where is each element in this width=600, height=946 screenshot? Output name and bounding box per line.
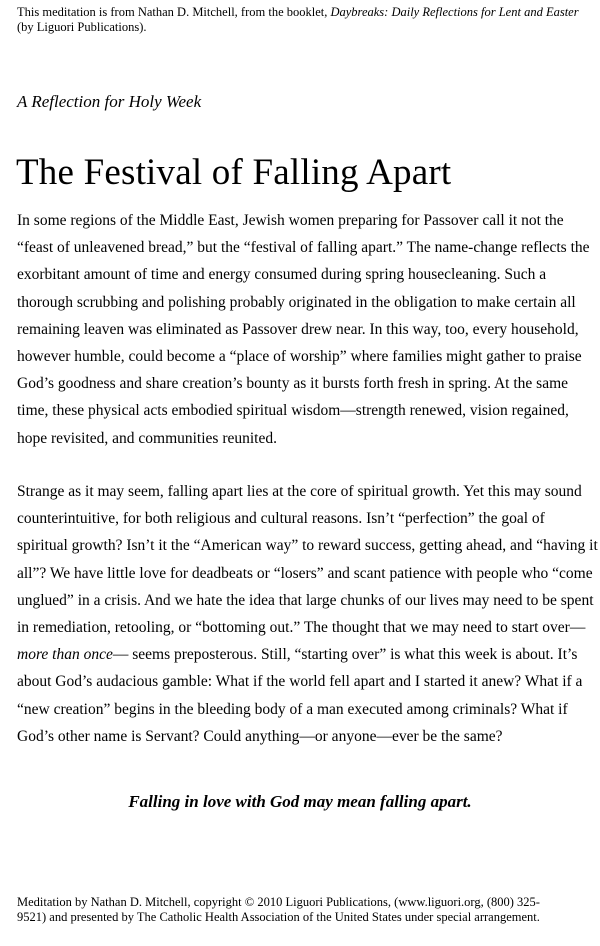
paragraph-2 — [17, 478, 598, 750]
paragraph-line: however humble, could become a “place of worship” where families might gather to praise — [17, 348, 582, 366]
paragraph-line: remaining leaven was eliminated as Passover drew near. In this way, too, every household, — [17, 320, 579, 338]
booklet-title: Daybreaks: Daily Reflections for Lent and Easter — [330, 5, 579, 19]
paragraph-line: spiritual growth? Isn’t it the “American way” to reward success, getting ahead, and “having it — [17, 537, 598, 555]
source-note — [17, 5, 583, 35]
footer-line-2: 9521) and presented by The Catholic Health Association of the United States under special arrangement. — [17, 910, 540, 924]
copyright-footer — [17, 895, 583, 925]
paragraph-line: time, these physical acts embodied spiritual wisdom—strength renewed, vision regained, — [17, 402, 569, 420]
paragraph-line: exorbitant amount of time and energy consumed during spring housecleaning. Such a — [17, 266, 547, 284]
paragraph-line: counterintuitive, for both religious and cultural reasons. Isn’t “perfection” the goal of — [17, 510, 545, 528]
paragraph-line — [17, 641, 583, 668]
paragraph-line: thorough scrubbing and polishing probably originated in the obligation to make certain all — [17, 293, 576, 311]
paragraph-line: In some regions of the Middle East, Jewish women preparing for Passover call it not the — [17, 212, 564, 229]
paragraph-line: Strange as it may seem, falling apart lies at the core of spiritual growth. Yet this may sound — [17, 483, 582, 500]
paragraph-line: about God’s audacious gamble: What if the world fell apart and I started it anew? What if a — [17, 673, 583, 691]
source-note-suffix: (by Liguori Publications). — [17, 20, 147, 34]
paragraph-line: in remediation, retooling, or “bottoming out.” The thought that we may need to start over— — [17, 619, 586, 637]
pull-quote: Falling in love with God may mean falling apart. — [128, 792, 472, 811]
footer-line-1: Meditation by Nathan D. Mitchell, copyright © 2010 Liguori Publications, (www.liguori.org, (800) 325- — [17, 895, 540, 909]
emphasis-more-than-once: more than once — [17, 646, 113, 664]
paragraph-line: “new creation” begins in the bleeding body of a man executed among criminals? What if — [17, 700, 568, 718]
paragraph-1 — [17, 207, 590, 452]
section-subtitle: A Reflection for Holy Week — [17, 92, 202, 111]
page-title: The Festival of Falling Apart — [16, 152, 452, 193]
paragraph-line-rest: — seems preposterous. Still, “starting over” is what this week is about. It’s — [112, 646, 578, 664]
paragraph-line: God’s goodness and share creation’s bounty as it bursts forth fresh in spring. At the same — [17, 375, 569, 393]
paragraph-line: hope revisited, and communities reunited. — [17, 429, 277, 447]
paragraph-line: “feast of unleavened bread,” but the “festival of falling apart.” The name-change reflects the — [17, 239, 590, 257]
paragraph-line: unglued” in a crisis. And we hate the idea that large chunks of our lives may need to be spent — [17, 591, 594, 609]
source-note-prefix: This meditation is from Nathan D. Mitchell, from the booklet, — [17, 5, 331, 19]
paragraph-line: God’s other name is Servant? Could anything—or anyone—ever be the same? — [17, 727, 503, 745]
paragraph-line: all”? We have little love for deadbeats or “losers” and scant patience with people who “come — [17, 564, 593, 582]
